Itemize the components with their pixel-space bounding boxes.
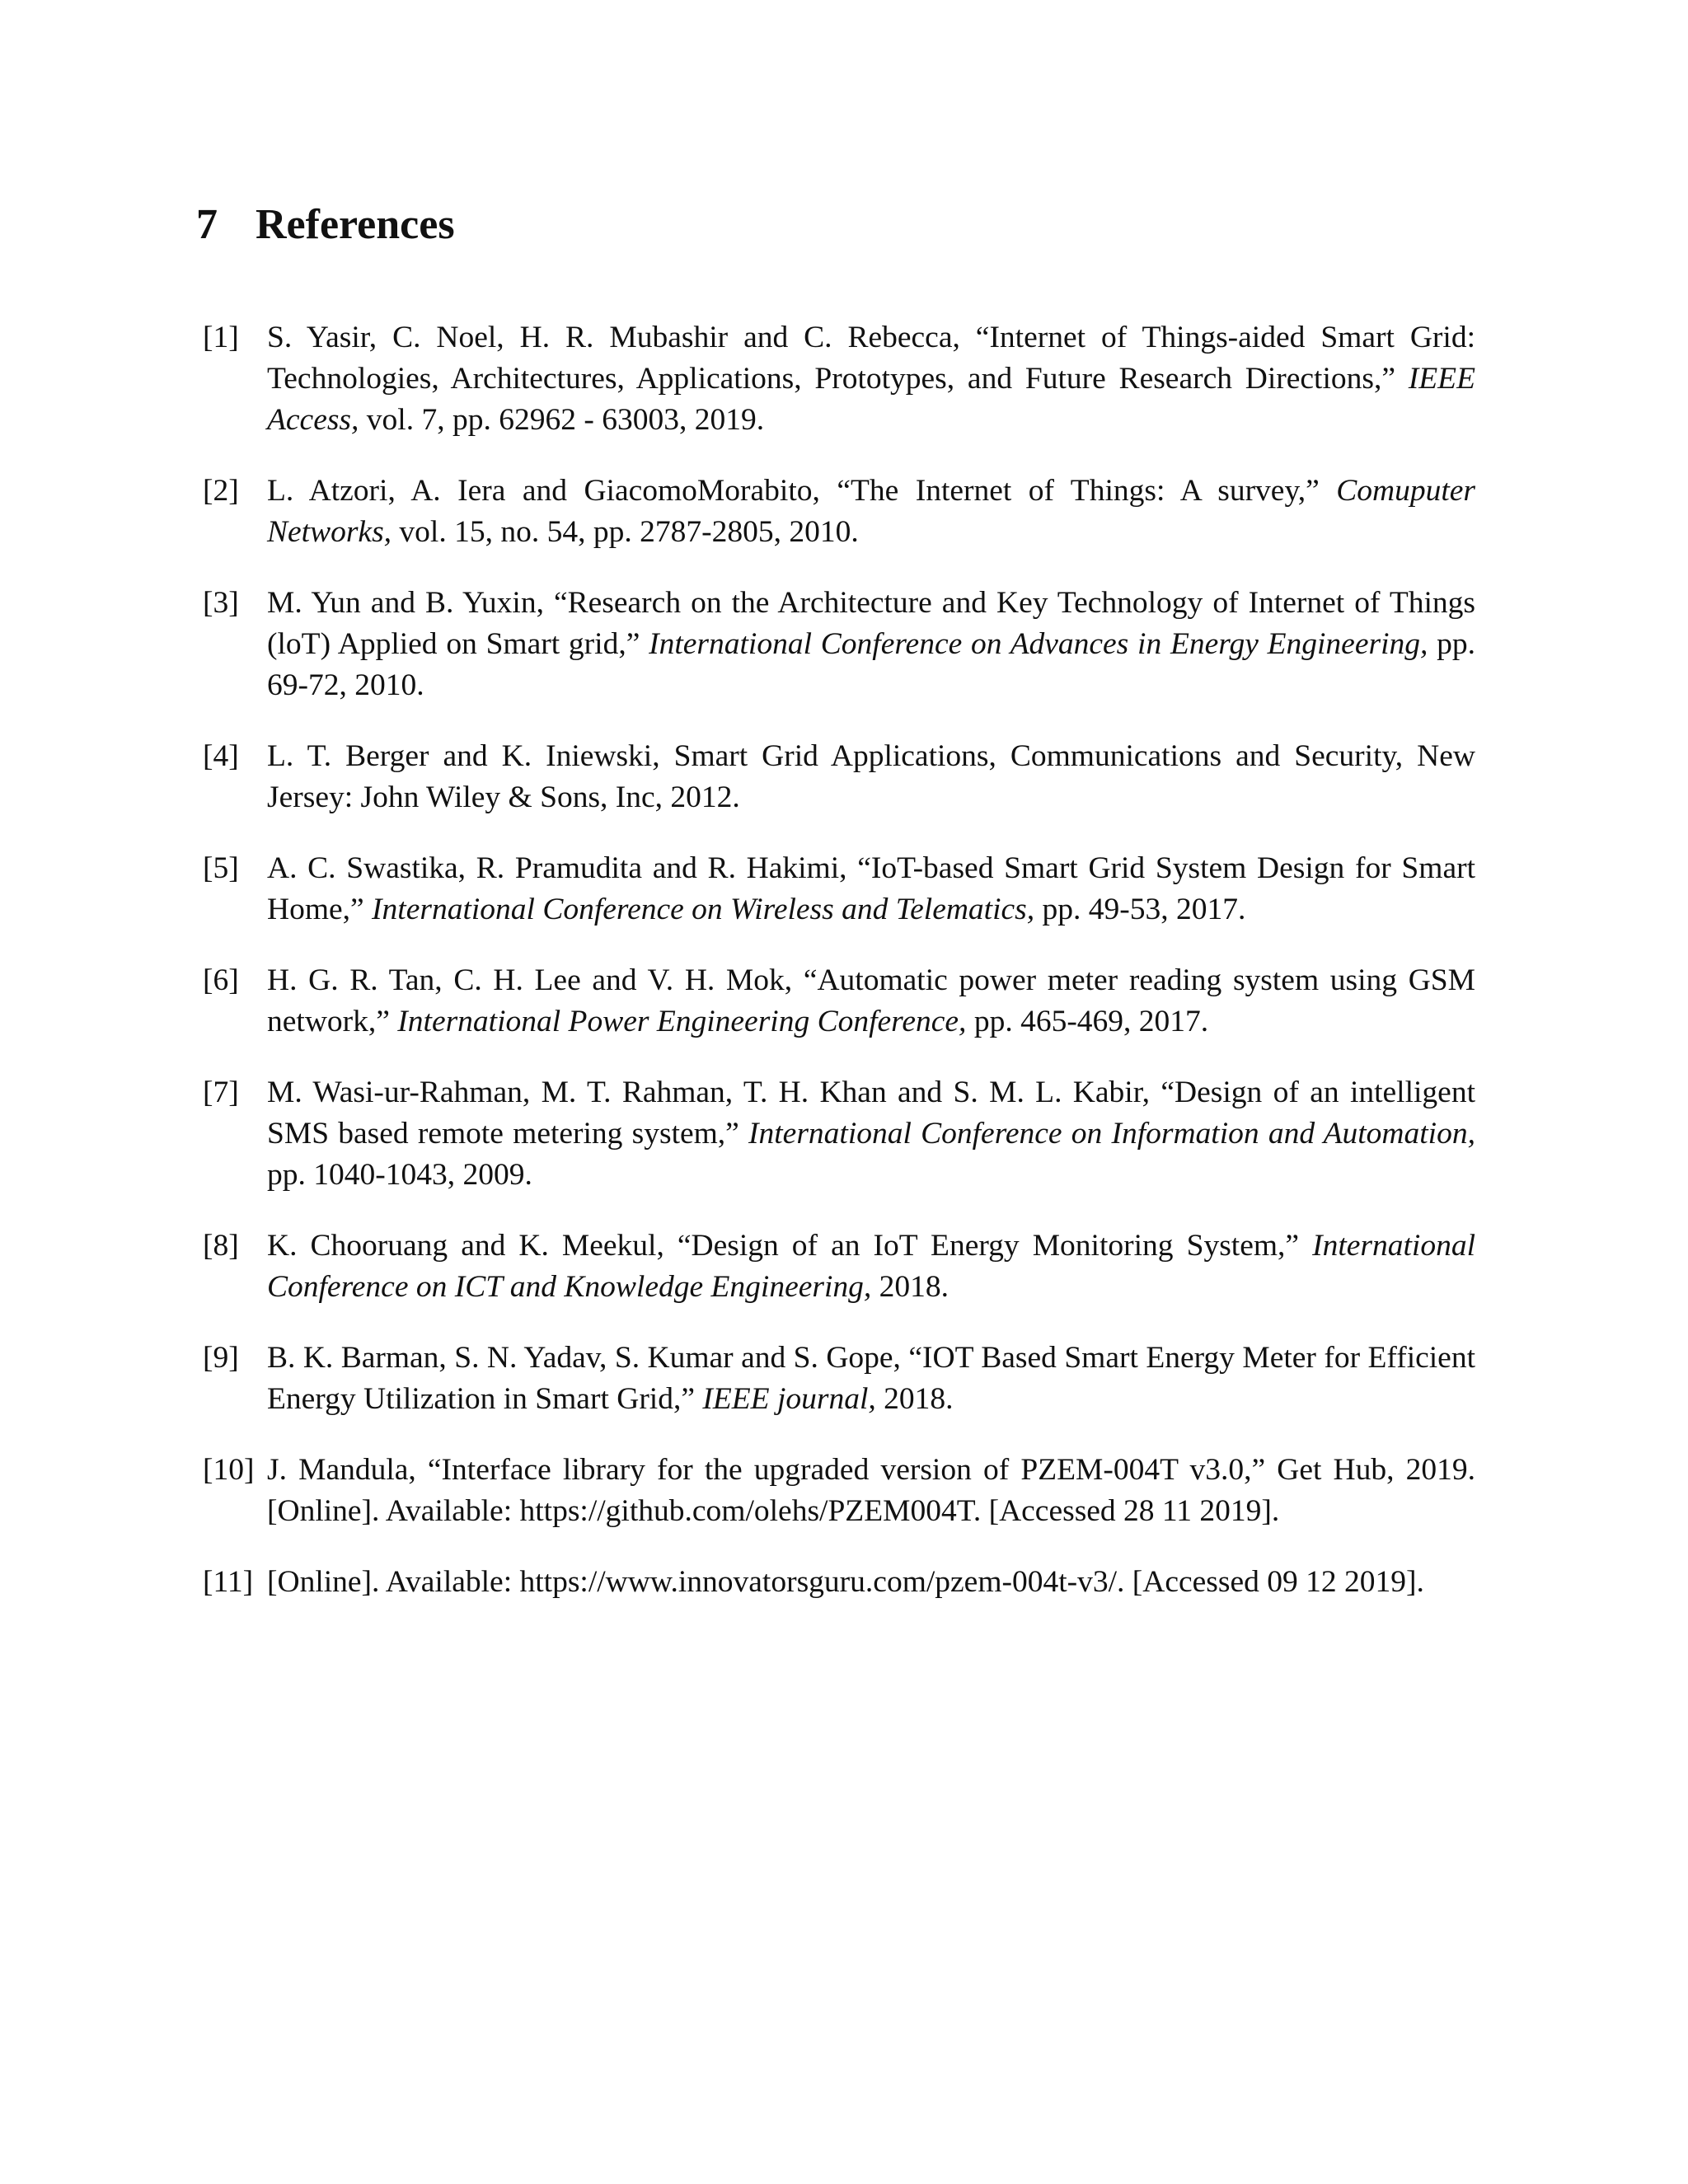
- reference-text: A. C. Swastika, R. Pramudita and R. Hakimi, “IoT-based Smart Grid System Design for Smart Home,”: [267, 851, 1475, 926]
- reference-venue: Comuputer Networks,: [267, 474, 1475, 549]
- reference-list: [203, 317, 1475, 1633]
- reference-text: H. G. R. Tan, C. H. Lee and V. H. Mok, “Automatic power meter reading system using GSM network,”: [267, 963, 1475, 1038]
- reference-details: 2018.: [875, 1382, 954, 1416]
- reference-item: [203, 960, 1475, 1043]
- reference-venue: International Conference on ICT and Knowledge Engineering,: [267, 1229, 1475, 1304]
- reference-item: [203, 471, 1475, 553]
- reference-item: [203, 848, 1475, 930]
- reference-item: [203, 1562, 1475, 1603]
- reference-details: pp. 465-469, 2017.: [966, 1005, 1209, 1038]
- reference-label: [11]: [203, 1565, 254, 1599]
- reference-item: [203, 1338, 1475, 1420]
- reference-venue: IEEE journal,: [702, 1382, 876, 1416]
- reference-details: vol. 15, no. 54, pp. 2787-2805, 2010.: [392, 515, 859, 549]
- reference-item: [203, 1226, 1475, 1308]
- reference-item: [203, 1450, 1475, 1532]
- reference-label: [7]: [203, 1076, 239, 1109]
- reference-item: [203, 583, 1475, 706]
- reference-text: S. Yasir, C. Noel, H. R. Mubashir and C. Rebecca, “Internet of Things-aided Smart Grid: Technologies, Architectures, Applications, Prototypes, and Future Research Directions,”: [267, 321, 1475, 396]
- reference-text: L. Atzori, A. Iera and GiacomoMorabito, “The Internet of Things: A survey,”: [267, 474, 1337, 508]
- reference-text: M. Wasi-ur-Rahman, M. T. Rahman, T. H. Khan and S. M. L. Kabir, “Design of an intelligent SMS based remote metering system,”: [267, 1076, 1475, 1151]
- reference-label: [4]: [203, 739, 239, 773]
- reference-text: M. Yun and B. Yuxin, “Research on the Architecture and Key Technology of Internet of Things (loT) Applied on Smart grid,”: [267, 586, 1475, 661]
- reference-label: [3]: [203, 586, 239, 620]
- reference-label: [8]: [203, 1229, 239, 1263]
- reference-item: [203, 317, 1475, 441]
- section-number: 7: [196, 201, 218, 248]
- reference-details: pp. 1040-1043, 2009.: [267, 1158, 532, 1192]
- reference-text: B. K. Barman, S. N. Yadav, S. Kumar and S. Gope, “IOT Based Smart Energy Meter for Efficient Energy Utilization in Smart Grid,”: [267, 1341, 1475, 1416]
- reference-details: pp. 69-72, 2010.: [267, 627, 1476, 702]
- section-heading: [196, 196, 455, 254]
- reference-label: [1]: [203, 321, 239, 354]
- reference-venue: IEEE Access,: [267, 362, 1475, 437]
- section-title: References: [256, 201, 455, 248]
- reference-item: [203, 736, 1475, 818]
- reference-text: J. Mandula, “Interface library for the upgraded version of PZEM-004T v3.0,” Get Hub, 2019. [Online]. Available: https://github.com/olehs/PZEM004T. [Accessed 28 11 2019].: [267, 1453, 1475, 1528]
- reference-text: L. T. Berger and K. Iniewski, Smart Grid Applications, Communications and Security, New Jersey: John Wiley & Sons, Inc, 2012.: [267, 739, 1475, 814]
- reference-label: [9]: [203, 1341, 239, 1375]
- reference-label: [6]: [203, 963, 239, 997]
- reference-venue: International Conference on Information and Automation,: [748, 1117, 1475, 1151]
- reference-venue: International Power Engineering Conference,: [397, 1005, 967, 1038]
- reference-venue: International Conference on Wireless and Telematics,: [372, 893, 1035, 926]
- reference-details: 2018.: [871, 1270, 949, 1304]
- reference-label: [10]: [203, 1453, 255, 1487]
- reference-item: [203, 1072, 1475, 1196]
- reference-venue: International Conference on Advances in Energy Engineering,: [649, 627, 1428, 661]
- reference-text: K. Chooruang and K. Meekul, “Design of an IoT Energy Monitoring System,”: [267, 1229, 1313, 1263]
- reference-details: vol. 7, pp. 62962 - 63003, 2019.: [359, 403, 765, 437]
- reference-label: [2]: [203, 474, 239, 508]
- reference-details: pp. 49-53, 2017.: [1034, 893, 1246, 926]
- reference-text: [Online]. Available: https://www.innovatorsguru.com/pzem-004t-v3/. [Accessed 09 12 2019].: [267, 1565, 1424, 1599]
- reference-label: [5]: [203, 851, 239, 885]
